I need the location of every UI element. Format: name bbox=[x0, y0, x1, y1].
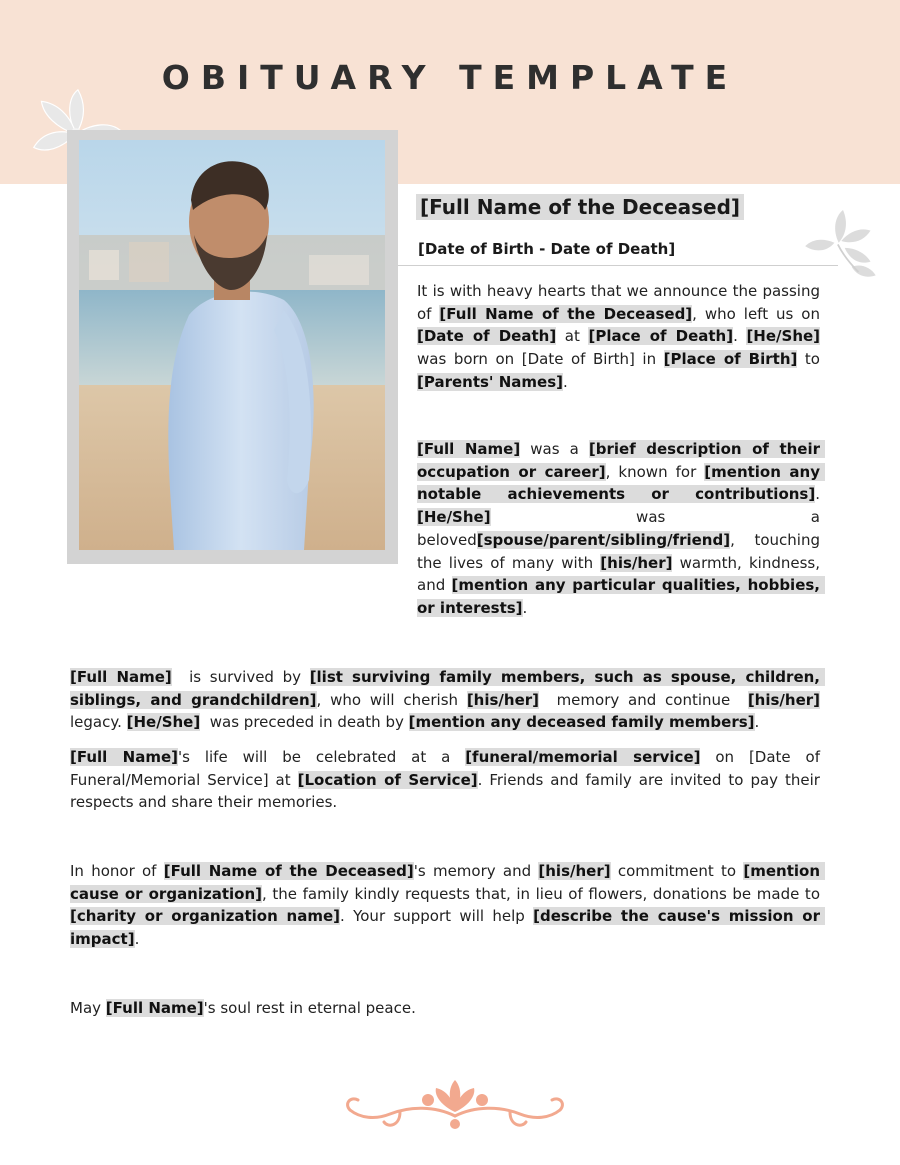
text-run: . Your support will help bbox=[340, 907, 534, 926]
placeholder-highlight: [Full Name] bbox=[417, 440, 521, 458]
floral-sprig-icon bbox=[800, 198, 886, 284]
placeholder-highlight: [his/her] bbox=[600, 553, 673, 572]
placeholder-highlight: [describe the cause's mission or impact] bbox=[70, 907, 826, 949]
text-run: , who left us on bbox=[692, 304, 825, 323]
text-run: 's soul rest in eternal peace. bbox=[203, 999, 416, 1017]
text-run: was preceded in death by bbox=[200, 713, 409, 732]
placeholder-highlight: [charity or organization name] bbox=[70, 907, 341, 926]
placeholder-highlight: [list surviving family members, such as spouse, children, siblings, and grandchildren] bbox=[70, 668, 826, 709]
closing-paragraph bbox=[70, 997, 820, 1020]
service-block bbox=[70, 746, 825, 818]
placeholder-highlight: [Full Name of the Deceased] bbox=[439, 304, 693, 323]
placeholder-highlight: [mention cause or organization] bbox=[70, 862, 826, 903]
floral-ornament-icon bbox=[340, 1076, 570, 1136]
text-run: on [Date of Funeral/Memorial Service] at bbox=[70, 748, 825, 789]
donations-block bbox=[70, 860, 826, 956]
text-run: legacy. bbox=[70, 690, 825, 732]
announcement-paragraph bbox=[417, 280, 825, 394]
deceased-name-heading: [Full Name of the Deceased] bbox=[416, 194, 744, 220]
donations-paragraph bbox=[70, 860, 826, 951]
text-run: , known for bbox=[605, 462, 705, 481]
text-run: was born on [Date of Birth] in bbox=[417, 327, 825, 369]
placeholder-highlight: [Full Name of the Deceased] bbox=[163, 862, 414, 880]
placeholder-highlight: [Date of Death] bbox=[417, 327, 557, 346]
service-paragraph bbox=[70, 746, 825, 814]
text-run: was a bbox=[520, 440, 589, 458]
biography-paragraph bbox=[417, 438, 826, 620]
page-title: OBITUARY TEMPLATE bbox=[161, 58, 739, 97]
text-run: In honor of bbox=[70, 862, 164, 880]
text-run: . bbox=[733, 327, 747, 346]
dates-heading: [Date of Birth - Date of Death] bbox=[418, 240, 676, 258]
text-run: . bbox=[754, 713, 760, 732]
placeholder-highlight: [Full Name] bbox=[70, 668, 172, 686]
placeholder-highlight: [his/her] bbox=[466, 690, 539, 709]
placeholder-highlight: [spouse/parent/sibling/friend] bbox=[476, 530, 731, 549]
text-run: was a beloved bbox=[417, 508, 825, 549]
text-run: May bbox=[70, 999, 106, 1017]
placeholder-highlight: [Place of Death] bbox=[588, 327, 734, 346]
text-run: is survived by bbox=[171, 668, 310, 686]
text-run: . bbox=[815, 485, 825, 504]
text-run: , the family kindly requests that, in lieu of flowers, donations be made to bbox=[262, 884, 825, 903]
text-run: . Friends and family are invited to pay their respects and share their memories. bbox=[70, 770, 825, 812]
text-run: 's life will be celebrated at a bbox=[178, 748, 466, 766]
closing-block bbox=[70, 997, 820, 1023]
text-run: 's memory and bbox=[413, 862, 539, 880]
text-run: . bbox=[134, 930, 140, 949]
text-run: . bbox=[563, 372, 568, 391]
text-run: , who will cherish bbox=[316, 690, 467, 709]
text-run: , touching the lives of many with bbox=[417, 530, 825, 572]
placeholder-highlight: [brief description of their occupation or career] bbox=[417, 440, 826, 481]
survivors-paragraph bbox=[70, 666, 826, 734]
placeholder-highlight: [He/She] bbox=[126, 713, 201, 732]
text-run: to bbox=[797, 350, 825, 369]
survivors-block bbox=[70, 666, 826, 738]
text-run: commitment to bbox=[610, 862, 744, 880]
placeholder-highlight: [Full Name] bbox=[70, 748, 178, 766]
placeholder-highlight: [his/her] bbox=[747, 690, 821, 709]
portrait-photo bbox=[79, 140, 385, 550]
divider bbox=[398, 265, 838, 266]
placeholder-highlight: [mention any particular qualities, hobbies, or interests] bbox=[417, 576, 826, 617]
placeholder-highlight: [Full Name] bbox=[105, 999, 204, 1017]
text-run: . bbox=[522, 598, 528, 617]
placeholder-highlight: [Parents' Names] bbox=[417, 372, 563, 391]
text-run: memory and continue bbox=[539, 690, 748, 709]
placeholder-highlight: [his/her] bbox=[538, 862, 611, 880]
text-run: warmth, kindness, and bbox=[417, 553, 825, 595]
placeholder-highlight: [mention any deceased family members] bbox=[408, 713, 755, 732]
placeholder-highlight: [He/She] bbox=[746, 327, 821, 346]
text-run: It is with heavy hearts that we announce the passing of bbox=[417, 282, 825, 323]
placeholder-highlight: [funeral/memorial service] bbox=[465, 748, 701, 766]
placeholder-highlight: [Location of Service] bbox=[297, 770, 478, 789]
text-run: at bbox=[556, 327, 589, 346]
placeholder-highlight: [mention any notable achievements or contributions] bbox=[417, 462, 826, 504]
placeholder-highlight: [Place of Birth] bbox=[663, 350, 798, 369]
placeholder-highlight: [He/She] bbox=[417, 508, 491, 527]
